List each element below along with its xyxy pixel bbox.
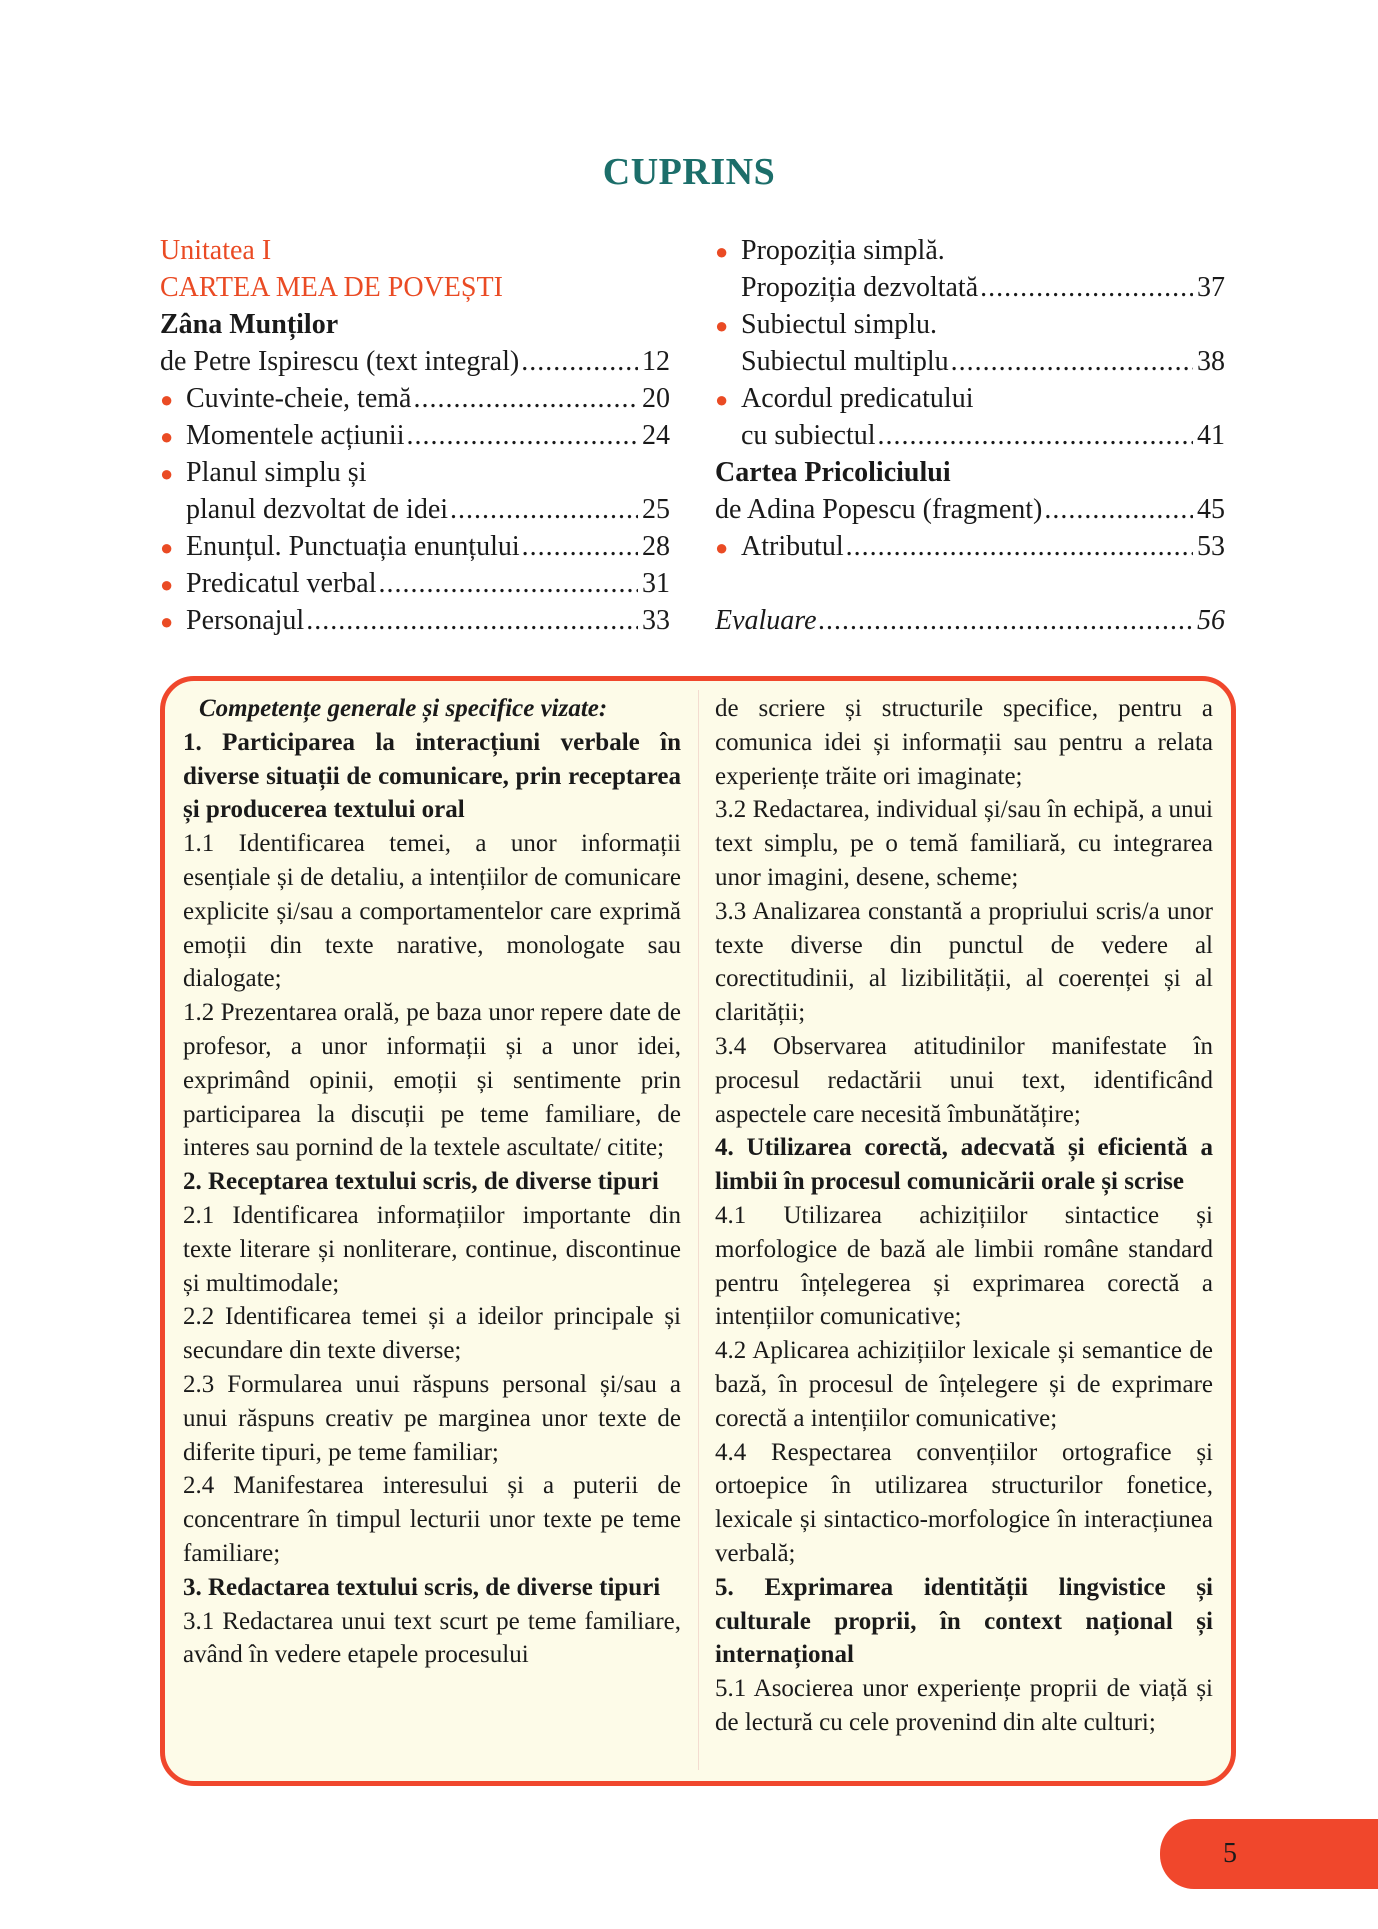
toc-entry-page: 24 — [642, 420, 670, 451]
toc-entry — [160, 380, 670, 417]
toc-entry-title: Enunțul. Punctuația enunțului — [186, 531, 520, 562]
toc-entry-title: planul dezvoltat de idei — [186, 494, 449, 525]
toc-entry-page: 53 — [1197, 531, 1225, 562]
toc-entry — [160, 602, 670, 639]
toc-entry-body — [186, 380, 670, 417]
competence-heading: 3. Redactarea textului scris, de diverse tipuri — [183, 1573, 661, 1601]
bullet-icon: ● — [715, 387, 729, 412]
competences-divider — [698, 690, 699, 1770]
competence-item: 2.2 Identificarea temei și a ideilor principale și secundare din texte diverse; — [183, 1303, 681, 1365]
toc-entry-title: Propoziția dezvoltată — [741, 272, 979, 303]
toc-dot-leader — [844, 528, 1193, 565]
toc-entry — [160, 491, 670, 528]
toc-right-column — [715, 232, 1225, 639]
competence-item: 4.2 Aplicarea achizițiilor lexicale și semantice de bază, în procesul de înțelegere și de exprimare corectă a intențiilor comunicative; — [715, 1337, 1213, 1432]
toc-entry — [715, 417, 1225, 454]
competences-right-column — [715, 692, 1213, 1740]
toc-entry — [715, 602, 1225, 639]
toc-entry-title: Predicatul verbal — [186, 568, 377, 599]
toc-entry-body — [186, 417, 670, 454]
bullet-icon: ● — [160, 535, 174, 560]
toc-entry — [715, 528, 1225, 565]
toc-entry — [715, 232, 1225, 269]
toc-dot-leader — [405, 417, 639, 454]
toc-entry-title: Subiectul multiplu — [741, 346, 949, 377]
toc-dot-leader — [876, 417, 1193, 454]
page-number-tab — [1160, 1819, 1378, 1889]
toc-entry-body — [741, 343, 1225, 380]
toc-entry-title: Momentele acțiunii — [186, 420, 405, 451]
toc-entry — [715, 269, 1225, 306]
toc-heading — [160, 269, 670, 306]
toc-heading-text: CARTEA MEA DE POVEȘTI — [160, 272, 503, 303]
competence-item: de scriere și structurile specifice, pentru a comunica idei și informații sau pentru a relata experiențe trăite ori imaginate; — [715, 695, 1213, 790]
toc-entry-page: 12 — [642, 346, 670, 377]
competence-heading: 2. Receptarea textului scris, de diverse tipuri — [183, 1168, 659, 1196]
toc-spacer — [715, 565, 1225, 602]
toc-entry-page: 28 — [642, 531, 670, 562]
competence-item: 4.4 Respectarea convențiilor ortografice și ortoepice în utilizarea structurilor fonetice, lexicale și sintactico-morfologice în interacțiunea verbală; — [715, 1438, 1213, 1567]
toc-entry — [160, 565, 670, 602]
bullet-icon: ● — [160, 572, 174, 597]
toc-entry-body — [741, 269, 1225, 306]
toc-heading — [160, 306, 670, 343]
toc-entry-page: 20 — [642, 383, 670, 414]
bullet-icon: ● — [715, 535, 729, 560]
toc-entry-page: 33 — [642, 605, 670, 636]
competences-header: Competențe generale și specifice vizate: — [199, 695, 608, 722]
competence-item: 1.2 Prezentarea orală, pe baza unor repere date de profesor, a unor informații și a unor idei, exprimând opinii, emoții și sentimente prin participarea la discuții pe teme familiare, de interes sau pornind de la textele ascultate/ citite; — [183, 999, 681, 1162]
toc-entry-page: 31 — [642, 568, 670, 599]
toc-entry-body — [741, 417, 1225, 454]
toc-entry-page: 56 — [1197, 605, 1225, 636]
toc-dot-leader — [448, 491, 638, 528]
toc-entry-title: Personajul — [186, 605, 305, 636]
page-title: CUPRINS — [602, 151, 776, 193]
toc-entry-title: Propoziția simplă. — [741, 235, 945, 266]
toc-entry-body — [160, 343, 670, 380]
toc-entry-body — [186, 528, 670, 565]
competence-item: 2.3 Formularea unui răspuns personal și/sau a unui răspuns creativ pe marginea unor texte de diferite tipuri, pe teme familiar; — [183, 1370, 681, 1466]
competence-item: 2.1 Identificarea informațiilor importante din texte literare și nonliterare, continue, discontinue și multimodale; — [183, 1201, 681, 1297]
bullet-icon: ● — [160, 424, 174, 449]
toc-entry — [160, 417, 670, 454]
competence-item: 3.4 Observarea atitudinilor manifestate în procesul redactării unui text, identificând aspectele care necesită îmbunătățire; — [715, 1032, 1213, 1128]
toc-heading — [160, 232, 670, 269]
toc-entry-body — [186, 565, 670, 602]
toc-entry-page: 25 — [642, 494, 670, 525]
toc-entry — [715, 343, 1225, 380]
toc-dot-leader — [949, 343, 1193, 380]
toc-dot-leader — [520, 528, 638, 565]
bullet-icon: ● — [715, 313, 729, 338]
competence-item: 1.1 Identificarea temei, a unor informații esențiale și de detaliu, a intențiilor de comunicare explicite și/sau a comportamentelor care exprimă emoții din texte narative, monologate sau dialogate; — [183, 830, 681, 993]
competence-item: 2.4 Manifestarea interesului și a puterii de concentrare în timpul lecturii unor texte pe teme familiare; — [183, 1472, 681, 1567]
toc-left-column — [160, 232, 670, 639]
toc-entry-page: 45 — [1197, 494, 1225, 525]
toc-dot-leader — [376, 565, 638, 602]
toc-heading-text: Unitatea I — [160, 235, 272, 266]
competence-item: 3.2 Redactarea, individual și/sau în echipă, a unui text simplu, pe o temă familiară, cu integrarea unor imagini, desene, scheme; — [715, 796, 1213, 891]
toc-dot-leader — [411, 380, 638, 417]
toc-entry-title: Atributul — [741, 531, 844, 562]
toc-entry — [160, 454, 670, 491]
bullet-icon: ● — [160, 461, 174, 486]
competence-heading: 1. Participarea la interacțiuni verbale în diverse situații de comunicare, prin receptarea și producerea textului oral — [183, 728, 681, 824]
toc-entry-body — [186, 602, 670, 639]
toc-entry — [160, 343, 670, 380]
toc-entry-page: 41 — [1197, 420, 1225, 451]
toc-entry-title: cu subiectul — [741, 420, 876, 451]
toc-dot-leader — [1042, 491, 1193, 528]
toc-entry-title: Subiectul simplu. — [741, 309, 937, 340]
toc-entry-body — [741, 528, 1225, 565]
toc-dot-leader — [817, 602, 1193, 639]
bullet-icon: ● — [160, 387, 174, 412]
toc-entry-page: 38 — [1197, 346, 1225, 377]
competence-item: 3.1 Redactarea unui text scurt pe teme familiare, având în vedere etapele procesului — [183, 1607, 681, 1669]
competences-left-column — [183, 692, 681, 1672]
toc-dot-leader — [304, 602, 638, 639]
toc-entry — [715, 380, 1225, 417]
toc-entry-title: de Petre Ispirescu (text integral) — [160, 346, 520, 377]
competence-item: 5.1 Asocierea unor experiențe proprii de viață și de lectură cu cele provenind din alte culturi; — [715, 1675, 1213, 1736]
toc-heading — [715, 454, 1225, 491]
toc-entry-body — [715, 491, 1225, 528]
toc-dot-leader — [519, 343, 638, 380]
toc-entry-title: Evaluare — [715, 605, 817, 636]
bullet-icon: ● — [715, 239, 729, 264]
toc-entry-title: de Adina Popescu (fragment) — [715, 494, 1043, 525]
toc-entry-title: Planul simplu și — [186, 457, 367, 488]
toc-dot-leader — [978, 269, 1193, 306]
toc-entry — [160, 528, 670, 565]
toc-entry-body — [715, 602, 1225, 639]
competence-item: 4.1 Utilizarea achizițiilor sintactice și morfologice de bază ale limbii române standard pentru înțelegerea și exprimarea corectă a intențiilor comunicative; — [715, 1201, 1213, 1331]
page-number: 5 — [1223, 1838, 1237, 1869]
toc-entry — [715, 491, 1225, 528]
competence-item: 3.3 Analizarea constantă a propriului scris/a unor texte diverse din punctul de vedere al corectitudinii, al lizibilității, al coerenței și al clarității; — [715, 897, 1213, 1027]
competence-heading: 4. Utilizarea corectă, adecvată și eficientă a limbii în procesul comunicării orale și scrise — [715, 1134, 1213, 1196]
bullet-icon: ● — [160, 609, 174, 634]
toc-entry-body — [186, 491, 670, 528]
toc-heading-text: Zâna Munților — [160, 309, 339, 340]
competence-heading: 5. Exprimarea identității lingvistice și culturale proprii, în context național și internațional — [715, 1573, 1213, 1669]
toc-heading-text: Cartea Pricoliciului — [715, 457, 951, 488]
toc-entry-title: Cuvinte-cheie, temă — [186, 383, 412, 414]
toc-entry — [715, 306, 1225, 343]
toc-entry-page: 37 — [1197, 272, 1225, 303]
toc-entry-title: Acordul predicatului — [741, 383, 974, 414]
